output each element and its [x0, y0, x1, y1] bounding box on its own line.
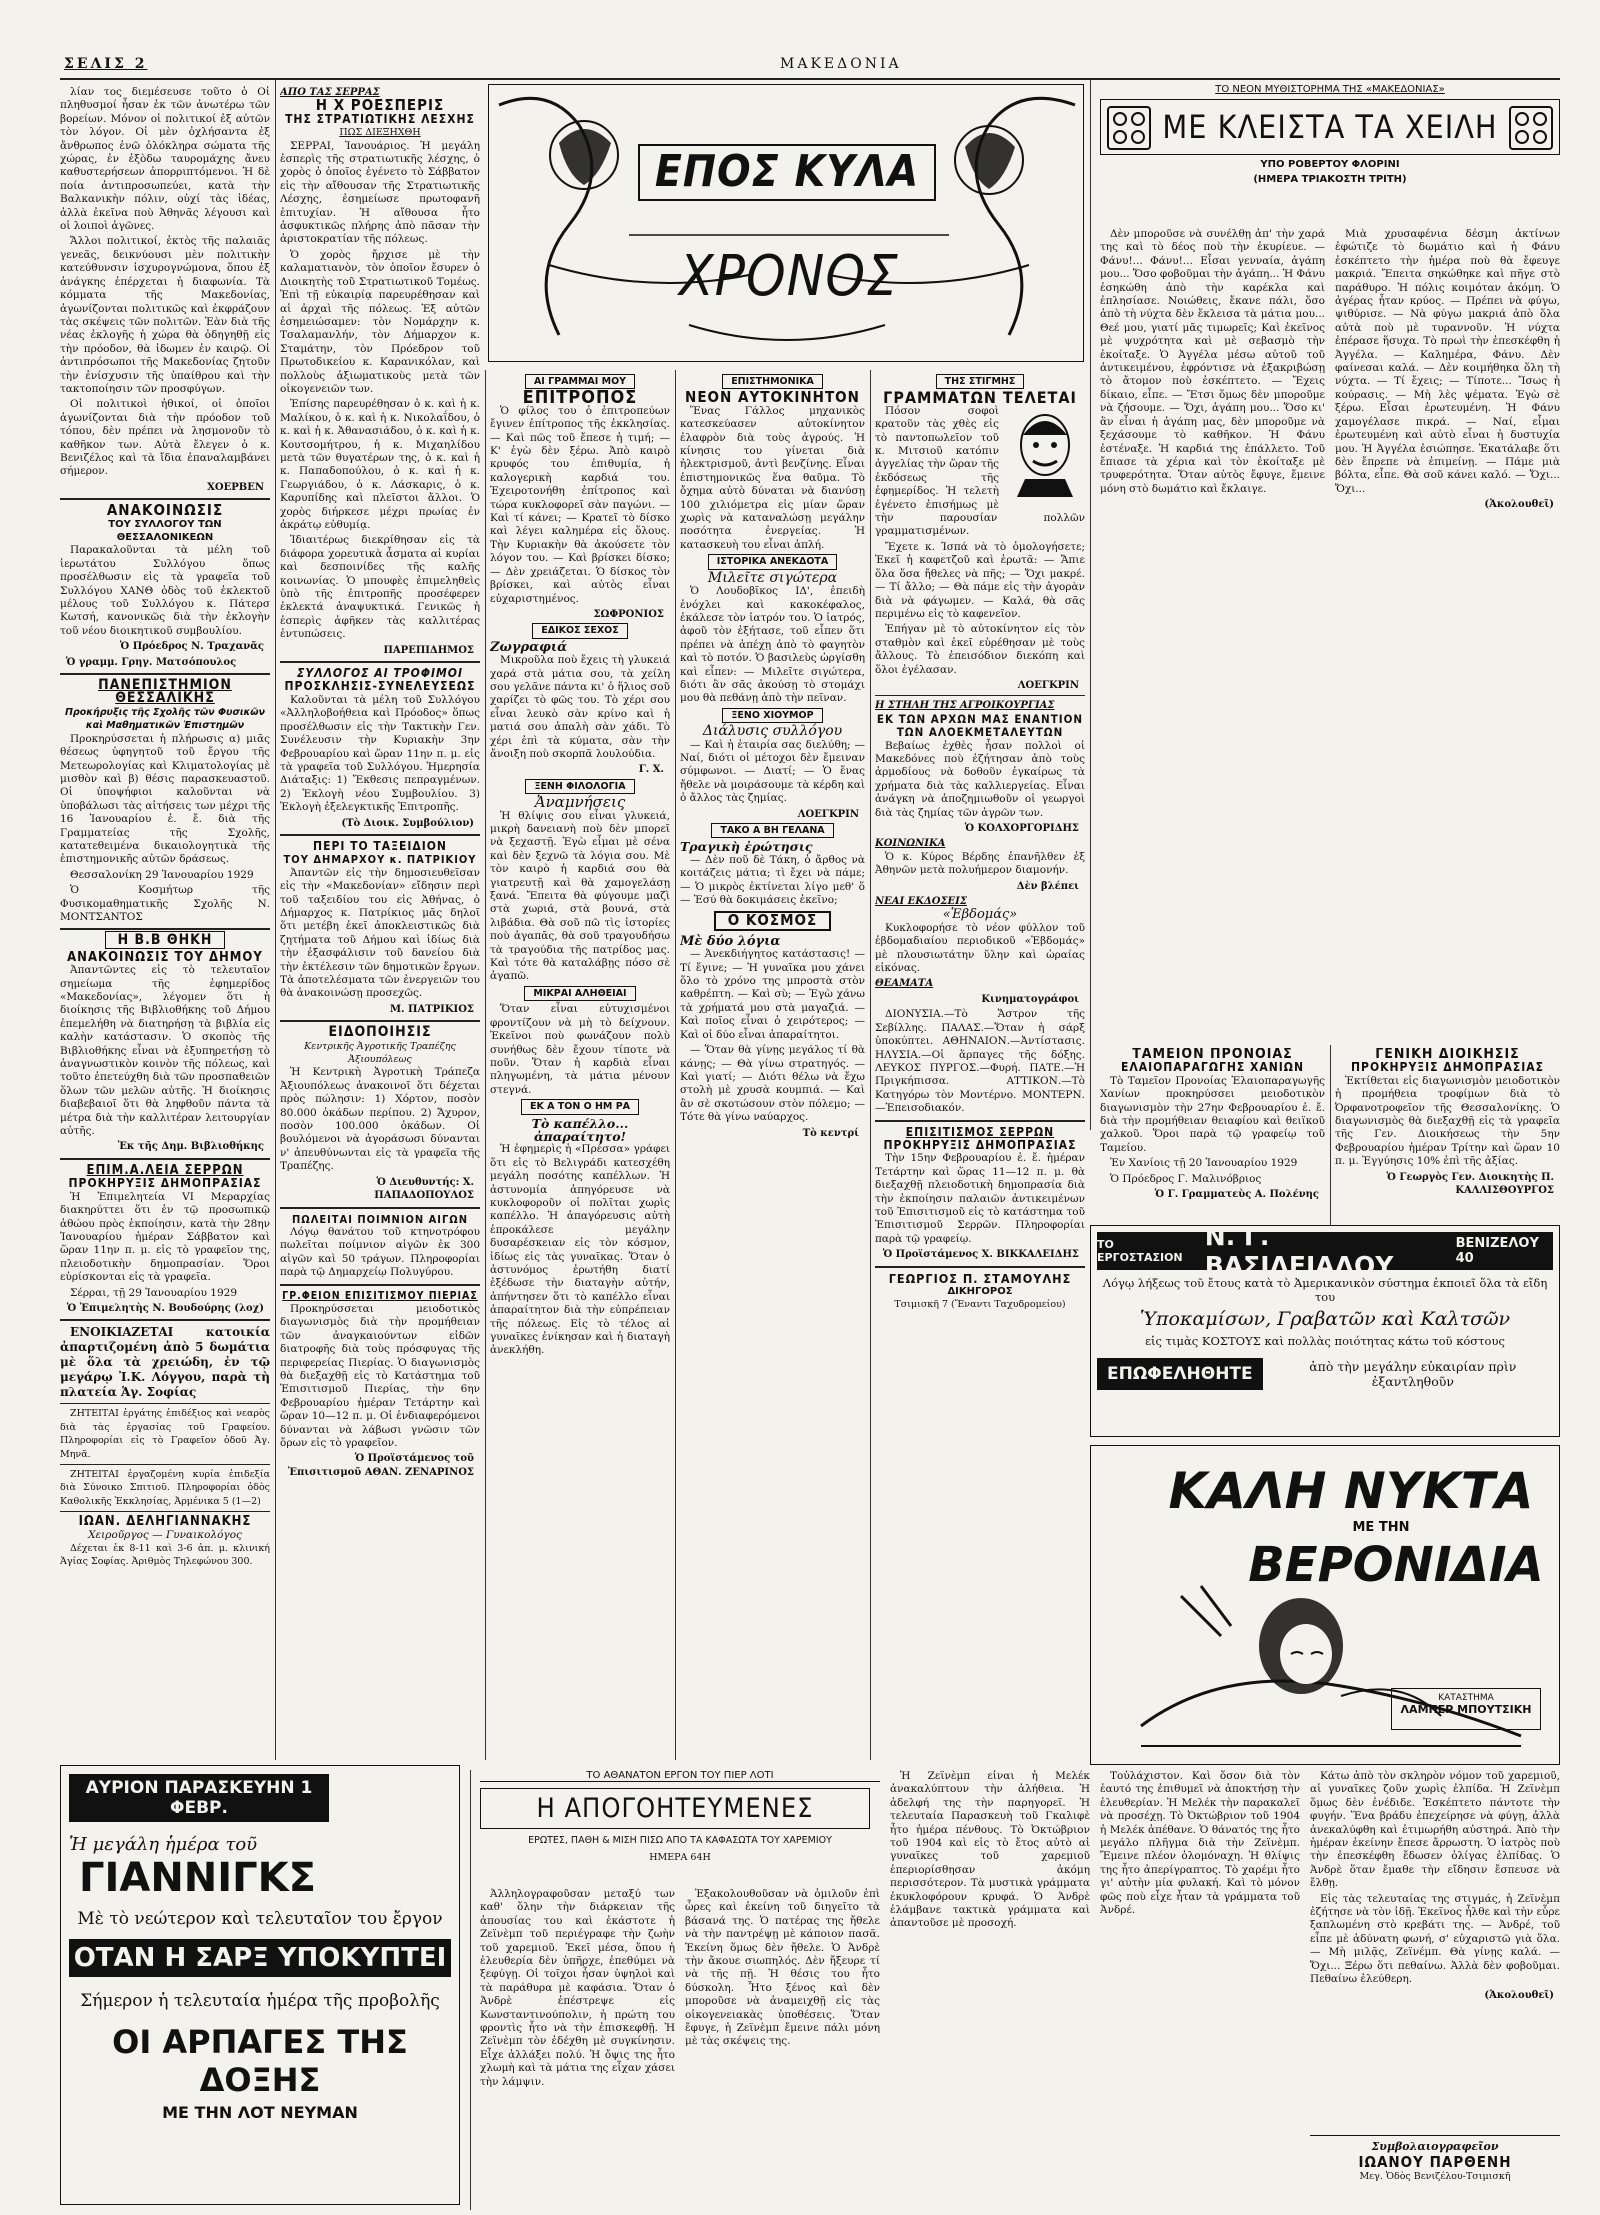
- subheadline: ΠΡΟΚΗΡΥΞΙΣ ΔΗΜΟΠΡΑΣΙΑΣ: [68, 1176, 262, 1191]
- serial-column: [1310, 1770, 1560, 2125]
- serial-day: ΗΜΕΡΑ 64Η: [649, 1852, 711, 1863]
- headline: ΝΕΟΝ ΑΥΤΟΚΙΝΗΤΟΝ: [685, 388, 860, 407]
- subheadline: Κινηματογράφοι: [981, 993, 1079, 1005]
- headline: Η Χ ΡΟΕΣΠΕΡΙΣ: [315, 96, 445, 115]
- article-text: Εἰς τὰς τελευταίας της στιγμάς, ἡ Ζεϊνὲμπ ἐζήτησε νὰ τὸν ἰδῇ. Ἐκεῖνος ἦλθε καὶ τὴν εὗρε ξαπλωμένη στὸ κρεβάτι της. — Ἀνδρέ, τοῦ εἶπε μὲ ἀδύνατη φωνή, σ' εὐχαριστῶ γιὰ ὅλα. — Μὴ μιλᾷς, Ζεϊνέμπ. Θὰ γίνῃς καλά. — Ὄχι... Ξέρω ὅτι πεθαίνω. Ἀλλὰ δὲν φοβοῦμαι. Πεθαίνω ἐλεύθερη.: [1310, 1892, 1560, 1986]
- ad-line: [69, 1834, 451, 1901]
- article-text: Ἡ Ζεϊνὲμπ εἶναι ἡ Μελέκ ἀνακαλύπτουν τὴν ἀλήθεια. Ἡ ἀδελφή της τὴν παρηγορεῖ. Ἡ τελευταία Παρασκευὴ τοῦ Γκαλιφὲ ἦτο ἡμέρα πένθους. Τὸ Ὀκτώβριον τοῦ 1904 καὶ εἰς τὸ ἔτος αὐτὸ αἱ γυναῖκες τοῦ χαρεμιοῦ ἐπεριορίσθησαν ἀκόμη περισσότερον. Τὰ μυστικὰ γράμματα ἐκυκλοφόρουν κρυφά. Ὁ Ἀνδρὲ ἐλάμβανε τακτικὰ γράμματα καὶ ἀπαντοῦσε μὲ προσοχή.: [890, 1770, 1090, 1930]
- signature: Ὁ γραμμ. Γρηγ. Ματσόπουλος: [66, 656, 237, 668]
- classified-ad: ΕΝΟΙΚΙΑΖΕΤΑΙ κατοικία ἀπαρτιζομένη ἀπὸ 5 δωμάτια μὲ ὅλα τὰ χρειώδη, ἐν τῷ μεγάρῳ Ἰ.Κ. Λόγγου, παρὰ τὴ πλατεία Ἁγ. Σοφίας: [60, 1325, 270, 1400]
- article-text: Καλοῦνται τὰ μέλη τοῦ Συλλόγου «Ἀλληλοβοήθεια καὶ Πρόοδος» ὅπως προσέλθωσιν εἰς τὴν Τακτικὴν Γεν. Συνέλευσιν τὴν Κυριακὴν 3ην Φεβρουαρίου καὶ ὥραν 11ην π. μ. εἰς τὰ γραφεῖα τοῦ Συλλόγου. Ἡμερησία Διάταξις: 1) Ἔκθεσις πεπραγμένων. 2) Ἐκλογὴ νέου Συμβουλίου. 3) Ἐκλογὴ ἐξελεγκτικῆς Ἐπιτροπῆς.: [280, 693, 480, 814]
- signature: Τὸ κεντρί: [802, 1127, 859, 1139]
- serial-kicker: ΤΟ ΝΕΟΝ ΜΥΘΙΣΤΟΡΗΜΑ ΤΗΣ «ΜΑΚΕΔΟΝΙΑΣ»: [1215, 84, 1445, 95]
- signature: ΠΑΡΕΠΙΔΗΜΟΣ: [383, 644, 474, 656]
- ad-product-name: ΒΕΡΟΝΙΔΙΑ: [1248, 1537, 1544, 1593]
- ad-text: εἰς τιμὰς ΚΟΣΤΟΥΣ καὶ πολλὰς ποιότητας κάτω τοῦ κόστους: [1145, 1334, 1505, 1348]
- article-text: Λόγῳ θανάτου τοῦ κτηνοτρόφου πωλεῖται ποίμνιον αἰγῶν ἐκ 300 αἰγῶν καὶ 50 τράγων. Πληροφορίαι παρὰ τῷ Δημαρχείῳ Πολυγύρου.: [280, 1225, 480, 1279]
- page-number: ΣΕΛΙΣ 2: [64, 56, 148, 72]
- divider: [60, 1158, 270, 1160]
- dateline: Θεσσαλονίκη 29 Ἰανουαρίου 1929: [70, 868, 254, 881]
- article-text: Ὅταν εἶναι εὐτυχισμένοι φροντίζουν νὰ μὴ τὸ δείχνουν. Ἐκεῖνοι ποὺ φωνάζουν πολὺ συνήθως δὲν ἔχουν τίποτε νὰ ποῦν. Ὅταν ἡ καρδιὰ εἶναι πληγωμένη, τὰ μάτια μένουν στεγνά.: [490, 1003, 670, 1096]
- ad-film-title: ΟΙ ΑΡΠΑΓΕΣ ΤΗΣ ΔΟΞΗΣ: [112, 2023, 408, 2099]
- article-text: ΣΕΡΡΑΙ, Ἰανουάριος. Ἡ μεγάλη ἐσπερὶς τῆς στρατιωτικῆς λέσχης, ὁ χορὸς ὁ ὁποῖος ἐγένετο τὸ Σάββατον εἰς τὴν αἴθουσαν τῆς Στρατιωτικῆς Λέσχης, ἐσημείωσε πρωτοφανῆ ἐπιτυχίαν. Ἡ αἴθουσα ἦτο ἀσφυκτικῶς πλήρης ἀπὸ πᾶσαν τὴν ἀριστοκρατίαν τῆς πόλεως.: [280, 139, 480, 246]
- headline: Τὸ καπέλλο... ἀπαραίτητο!: [531, 1115, 629, 1144]
- headline: Μὲ δύο λόγια: [680, 933, 781, 949]
- headline: ΤΑΜΕΙΟΝ ΠΡΟΝΟΙΑΣ: [1132, 1048, 1293, 1062]
- section-label: ΤΗΣ ΣΤΙΓΜΗΣ: [936, 374, 1025, 389]
- section-label: Ο ΚΟΣΜΟΣ: [714, 911, 831, 930]
- divider: [280, 661, 480, 663]
- section-heading: ΚΟΙΝΩΝΙΚΑ: [875, 838, 946, 850]
- article-text: Ἡ θλίψις σου εἶναι γλυκειά, μικρὴ δανειανὴ ποὺ δὲν μπορεῖ νὰ ξεχαστῇ. Ἐγὼ εἶμαι μὲ σένα καὶ δὲν ξεχνῶ τὰ λόγια σου. Μὲ τὸν καιρὸ ἡ καρδιά σου θὰ γιατρευτῇ καὶ θὰ χαμογελάσῃ ξανά. Ἔπειτα θὰ φύγουμε μαζὶ στὰ χωριά, στὰ βουνά, στὰ λιβάδια. Θὰ σοῦ πῶ τὶς ἱστορίες ποὺ ἀγαπᾶς, θὰ σοῦ τραγουδήσω τὰ τραγούδια τῆς πατρίδος μας. Καὶ τότε θὰ καταλάβῃς πόσο σὲ ἀγαπῶ.: [490, 809, 670, 983]
- article-text: Παρακαλοῦνται τὰ μέλη τοῦ ἱερωτάτου Συλλόγου ὅπως προσέλθωσιν εἰς τὰ γραφεῖα τοῦ Συλλόγου ΧΑΝΘ ὁδὸς τοῦ ἐκλεκτοῦ μέλους τοῦ Συλλόγου κ. Πάτερσ Κωτσή, κανονικῶς διὰ τὴν ἐκλογὴν τοῦ νέου διοικητικοῦ συμβουλίου.: [60, 544, 270, 637]
- section-label: ΑΙ ΓΡΑΜΜΑΙ ΜΟΥ: [525, 374, 635, 389]
- notary-name: ΙΩΑΝΟΥ ΠΑΡΘΕΝΗ: [1358, 2153, 1512, 2171]
- subheadline: Κεντρικῆς Ἀγροτικῆς Τραπέζης Ἀξιουπόλεως: [304, 1040, 456, 1066]
- divider: [60, 928, 270, 930]
- ad-text: ΜΕ ΤΗΝ: [1352, 1520, 1410, 1535]
- divider: [280, 834, 480, 836]
- headline: ΤΗΣ ΣΤΡΑΤΙΩΤΙΚΗΣ ΛΕΣΧΗΣ: [285, 111, 475, 126]
- signature: Μ. ΠΑΤΡΙΚΙΟΣ: [389, 1003, 474, 1015]
- subheadline: ΠΡΟΣΚΛΗΣΙΣ-ΣΥΝΕΛΕΥΣΕΩΣ: [284, 679, 476, 694]
- article-text: Τὴν 15ην Φεβρουαρίου ἐ. ἔ. ἡμέραν Τετάρτην καὶ ὥρας 11—12 π. μ. θὰ διεξαχθῇ πλειοδοτικὴ δημοπρασία διὰ τὴν ἐκποίησιν παλαιῶν ἀντικειμένων τοῦ Ἐπισιτισμοῦ εἰς τὸ κατάστημα τοῦ Ἐπισιτισμοῦ Σερρῶν. Πληροφορίαι παρὰ τῷ γραφείῳ.: [875, 1152, 1085, 1245]
- masthead-name: ΜΑΚΕΔΟΝΙΑ: [780, 56, 902, 72]
- maker-label: ΚΑΤΑΣΤΗΜΑ: [1438, 1693, 1494, 1703]
- article-text: Προκηρύσσεται ἡ πλήρωσις α) μιᾶς θέσεως ὑφηγητοῦ τοῦ ἔργου τῆς Μετεωρολογίας καὶ Κλιματολογίας μὲ μισθὸν καὶ β) θέσις παρασκευαστοῦ. Οἱ ὑποψήφιοι καλοῦνται νὰ ὑποβάλωσι τὰς αἰτήσεις των μέχρι τῆς 16 Ἰανουαρίου ἐ. ἔ. διὰ τῆς Γραμματείας τῆς Σχολῆς, κατατεθειμένα δικαιολογητικὰ τῆς ἐπιστημονικῆς αὐτῶν δράσεως.: [60, 732, 270, 866]
- signature: Ὁ Διευθυντής: Χ. ΠΑΠΑΔΟΠΟΥΛΟΣ: [374, 1176, 474, 1202]
- continued-note: (Ἀκολουθεῖ): [1484, 1989, 1554, 2001]
- article-text: Βεβαίως ἐχθὲς ἦσαν πολλοὶ οἱ Μακεδόνες ποὺ ἐζήτησαν ἀπὸ τοὺς ἀρμοδίους νὰ δοθοῦν ἐγκαίρως τὰ χρήματα διὰ τὰς καλλιεργείας. Εἶναι ἀνάγκη νὰ ἀποζημιωθοῦν οἱ γεωργοὶ διὰ τὰς ζημίας τῶν ἀγρῶν των.: [875, 739, 1085, 819]
- ad-text: Ἡ μεγάλη ἡμέρα τοῦ: [69, 1834, 258, 1855]
- classified-ad: ΖΗΤΕΙΤΑΙ ἐργαζομένη κυρία ἐπιδεξία διὰ Σύνοικο Σπιτιοῦ. Πληροφορίαι ὁδὸς Καθολικῆς Ἐκκλησίας, Ἀρμένικα 5 (1—2): [60, 1468, 270, 1507]
- byline: ΠΩΣ ΔΙΕΞΗΧΘΗ: [339, 127, 421, 139]
- ad-headline: ΚΑΛΗ ΝΥΚΤΑ: [1168, 1462, 1534, 1520]
- column-5: [875, 372, 1085, 1757]
- serial-column: [685, 1888, 880, 2208]
- continued-note: (Ἀκολουθεῖ): [1484, 499, 1554, 511]
- ad-brand-name: Ν. Γ. ΒΑΣΙΛΕΙΑΔΟΥ: [1204, 1222, 1394, 1280]
- ad-goods: Ὑποκαμίσων, Γραβατῶν καὶ Καλτσῶν: [1139, 1308, 1511, 1330]
- notary-address: Μεγ. Ὁδὸς Βενιζέλου-Τσιμισκῆ: [1359, 2171, 1511, 2182]
- article-text: Κάτω ἀπὸ τὸν σκληρὸν νόμον τοῦ χαρεμιοῦ, αἱ γυναῖκες ζοῦν χωρὶς ἐλπίδα. Ἡ Ζεϊνὲμπ ὅμως δὲν ἐνέδιδε. Ἐσκέπτετο πάντοτε τὴν φυγήν. Ἕνα βράδυ ἐπεχείρησε νὰ φύγῃ, ἀλλὰ ἀνεκαλύφθη καὶ ἐτιμωρήθη αὐστηρά. Ἀπὸ τὴν ἡμέραν ἐκείνην ἔπεσε ἄρρωστη. Ὁ ἰατρὸς ποὺ τὴν ἐπεσκέφθη ἔδωσεν ὀλίγας ἐλπίδας. Ὁ Ἀνδρὲ ὅταν ἔμαθε τὴν εἴδησιν ἔσπευσε νὰ ἔλθῃ.: [1310, 1770, 1560, 1890]
- article-text: Ἄλλοι πολιτικοί, ἐκτὸς τῆς παλαιᾶς γενεᾶς, δεικνύουσι μὲν πολιτικὴν κατεύθυνσιν ἰσχυρογνώμονα, ὅπου ἐξ ἀνάγκης ἐπέρχεται ἡ διαφωνία. Τὰ κόμματα τῆς Μακεδονίας, ἀγωνίζονται πολιτικῶς καὶ ἐκφράζουν τὰς σκέψεις τῶν πολιτῶν. Ἐὰν διὰ τῆς νέας ἐκλογῆς ἡ χώρα θὰ ὁδηγηθῇ εἰς τὴν πρόοδον, θὰ ἰδωμεν ἐν καιρῷ. Οἱ ἀντιπρόσωποι τῆς Μακεδονίας ζητοῦν τὴν ἐνίσχυσιν τῆς ὑπαίθρου καὶ τὴν τακτοποίησιν τῶν προσφύγων.: [60, 235, 270, 395]
- divider: [280, 1207, 480, 1209]
- serial-column-b: [1335, 228, 1560, 1040]
- ad-date-banner: ΑΥΡΙΟΝ ΠΑΡΑΣΚΕΥΗΝ 1 ΦΕΒΡ.: [69, 1774, 329, 1822]
- column-rule: [870, 370, 871, 1760]
- divider: [60, 1319, 270, 1321]
- subheadline: ΑΝΑΚΟΙΝΩΣΙΣ ΤΟΥ ΔΗΜΟΥ: [67, 949, 263, 965]
- headline: Τραγικὴ ἐρώτησις: [680, 839, 813, 855]
- signature: Ὁ Ἐπιμελητὴς Ν. Βουδούρης (λοχ): [66, 1302, 264, 1314]
- headline: ΓΕΝΙΚΗ ΔΙΟΙΚΗΣΙΣ: [1375, 1048, 1520, 1062]
- column-1: [60, 86, 270, 1746]
- headline: ΕΙΔΟΠΟΙΗΣΙΣ: [328, 1024, 432, 1041]
- serial-kicker: ΤΟ ΑΘΑΝΑΤΟΝ ΕΡΓΟΝ ΤΟΥ ΠΙΕΡ ΛΟΤΙ: [480, 1770, 880, 1782]
- article-text: Προκηρύσσεται μειοδοτικὸς διαγωνισμὸς διὰ τὴν προμήθειαν τῶν ἀναγκαιούντων εἰδῶν διατροφῆς διὰ τοὺς πρόσφυγας τῆς περιφερείας Πιερίας. Ὁ διαγωνισμὸς θὰ διεξαχθῇ εἰς τὸ Κατάστημα τοῦ Ἐπισιτισμοῦ Πιερίας, τὴν 6ην Φεβρουαρίου ἡμέραν Τετάρτην καὶ ὥραν 10—12 π. μ. Οἱ ἐνδιαφερόμενοι δύνανται νὰ λάβωσι γνῶσιν τῶν ὅρων εἰς τὸ γραφεῖον.: [280, 1302, 480, 1449]
- serial-column: [890, 1770, 1090, 2208]
- subheadline: ΤΟΥ ΣΥΛΛΟΓΟΥ ΤΩΝ ΘΕΣΣΑΛΟΝΙΚΕΩΝ: [108, 518, 222, 543]
- headline: ΑΝΑΚΟΙΝΩΣΙΣ: [106, 501, 224, 520]
- article-text: Πόσον σοφοὶ κρατοῦν τὰς χθὲς εἰς τὸ παντοπωλεῖον τοῦ κ. Μιτσιοῦ κατόπιν ἀγγελίας τὴν ὥραν τῆς ἐκδόσεως τῆς ἐφημερίδος. Ἡ τελετὴ ἐγένετο ἐπισήμως μὲ τὴν παρουσίαν πολλῶν γραμματισμένων.: [875, 404, 1085, 538]
- article-text: ΔΙΟΝΥΣΙΑ.—Τὸ Ἄστρον τῆς Σεβίλλης. ΠΑΛΑΣ.—Ὅταν ἡ σάρξ ὑποκύπτει. ΑΘΗΝΑΙΟΝ.—Ἀντίστασις. ΗΛΥΣΙΑ.—Οἱ ἅρπαγες τῆς δόξης. ΛΕΥΚΟΣ ΠΥΡΓΟΣ.—Φυρή. ΠΑΤΕ.—Ἡ Πριγκήπισσα. ΑΤΤΙΚΟΝ.—Τὸ Κατηγόρω τὸν Μοντέρνο. ΜΟΝΤΕΡΝ.—Ἐπεισοδιακόν.: [875, 1008, 1085, 1115]
- signature: Γ. Χ.: [638, 764, 664, 776]
- divider: [60, 1403, 270, 1404]
- article-text: Ἀπαντῶν εἰς τὴν δημοσιευθεῖσαν εἰς τὴν «Μακεδονίαν» εἴδησιν περὶ τοῦ ταξειδίου του εἰς Ἀθήνας, ὁ Δήμαρχος κ. Πατρίκιος μᾶς δηλοῖ ὅτι μετέβη ἐκεῖ ἀποκλειστικῶς διὰ ζητήματα τοῦ Δήμου καὶ ἰδίως διὰ τὴν ἐξασφάλισιν τοῦ δανείου διὰ τὴν ἐκτέλεσιν τῶν δημοτικῶν ἔργων. Τὰ ἀποτελέσματα τῶν ἐνεργειῶν του θὰ ἀνακοινώσῃ προσεχῶς.: [280, 866, 480, 1000]
- serial-column: [1100, 1770, 1300, 2208]
- ornament-icon: [1107, 106, 1151, 150]
- page-header: [60, 56, 1560, 80]
- article-text: Ἐξακολουθοῦσαν νὰ ὁμιλοῦν ἐπὶ ὧρες καὶ ἐκείνη τοῦ διηγεῖτο τὰ βάσανά της. Ὁ πατέρας της ἤθελε νὰ τὴν παντρέψῃ μὲ κάποιον πασᾶ. Ἐκείνη ὅμως δὲν ἤθελε. Ὁ Ἀνδρὲ τὴν ἄκουε σιωπηλός. Δὲν ἤξευρε τί νὰ τῆς πῇ. Ἡ θέσις του ἦτο δύσκολη. Ἦτο ξένος καὶ δὲν μποροῦσε νὰ ἀναμειχθῇ εἰς τὰς οἰκογενειακὰς ὑποθέσεις. Ὅταν ἔφυγε, ἡ Ζεϊνὲμπ ἔμεινε πάλι μόνη μὲ τὰς σκέψεις της.: [685, 1888, 880, 2048]
- headline: Ζωγραφιά: [490, 639, 568, 655]
- headline: ΕΠΙΣΙΤΙΣΜΟΣ ΣΕΡΡΩΝ: [905, 1124, 1055, 1139]
- headline: Η Β.Β ΘΗΚΗ: [105, 931, 226, 949]
- headline: Μιλεῖτε σιγώτερα: [707, 569, 838, 586]
- headline: ΣΥΛΛΟΓΟΣ ΑΙ ΤΡΟΦΙΜΟΙ: [297, 666, 463, 681]
- column-rule: [675, 370, 676, 1760]
- serial-column: [480, 1888, 675, 2208]
- signature: Ὁ ΚΟΛΧΟΡΓΟΡΙΔΗΣ: [964, 823, 1079, 834]
- cinema-advertisement: [60, 1765, 460, 2205]
- column-3: [490, 372, 670, 1757]
- divider: [60, 1511, 270, 1512]
- article-text: — Ἀνεκδιήγητος κατάστασις! — Τί ἔγινε; — Ἡ γυναῖκα μου χάνει ὅλο τὸ χρόνο της μπροστὰ στὸν καθρέπτη. — Καὶ σὺ; — Ἐγὼ χάνω τὰ χρήματά μου στὰ μαγαζιά. — Καὶ ποῖος εἶναι ὁ χειρότερος; — Καὶ οἱ δύο εἶναι ἀπαραίτητοι.: [680, 948, 865, 1041]
- ornament-icon: [1509, 106, 1553, 150]
- ad-address: ΒΕΝΙΖΕΛΟΥ 40: [1455, 1236, 1539, 1266]
- signature: Ὁ Προϊστάμενος Χ. ΒΙΚΚΑΛΕΙΔΗΣ: [882, 1249, 1079, 1261]
- article-text: Ἕνας Γάλλος μηχανικὸς κατεσκεύασεν αὐτοκίνητον ἐλαφρὸν διὰ τοὺς ἀγρούς. Ἡ κίνησις του γίνεται διὰ ἠλεκτρισμοῦ, ἀντὶ βενζίνης. Εἶναι ἐπιστημονικῶς ἕνα θαῦμα. Τὸ ὄχημα αὐτὸ δύναται νὰ διανύσῃ 100 χιλιόμετρα εἰς μίαν ὥραν χωρὶς νὰ καταναλώσῃ μεγάλην ποσότητα ἐνεργείας. Ἡ κατασκευὴ του εἶναι ἁπλή.: [680, 404, 865, 551]
- article-text: Μικροῦλα ποὺ ἔχεις τὴ γλυκειά χαρά στὰ μάτια σου, τὰ χείλη σου γελᾶνε πάντα κι' ὁ ἥλιος σοῦ χαρίζει τὸ φῶς του. Τὸ χέρι σου εἶναι λευκὸ σὰν κρίνο καὶ ἡ ματιά σου ἁπαλὴ σὰν χάδι. Τὸ χέρι ἐπὶ τὰ κύματα, σὰν τὴν ἄνοιξη ποὺ σκορπᾶ λουλούδια.: [490, 654, 670, 760]
- signature: ΛΟΕΓΚΡΙΝ: [1017, 679, 1079, 691]
- column-rule: [470, 1770, 471, 2210]
- column-4: [680, 372, 865, 1757]
- serial-title-box: [480, 1788, 870, 1829]
- notary-card: [1310, 2135, 1560, 2182]
- headline: ΕΚ ΤΩΝ ΑΡΧΩΝ ΜΑΣ ΕΝΑΝΤΙΟΝ ΤΩΝ ΑΛΟΕΚΜΕΤΑΛΕΥΤΩΝ: [876, 711, 1084, 740]
- signature: Δὲν βλέπει: [1016, 880, 1079, 892]
- article-text: Ἐκτίθεται εἰς διαγωνισμὸν μειοδοτικὸν ἡ προμήθεια τροφίμων διὰ τὸ Ὀρφανοτροφεῖον τῆς Θεσσαλονίκης. Ὁ διαγωνισμὸς θὰ διεξαχθῇ εἰς τὰ γραφεῖα τῆς Γεν. Διοικήσεως τὴν 5ην Φεβρουαρίου ἡμέραν Τρίτην καὶ ὥραν 10 π. μ. Ἐγγύησις 10% ἐπὶ τῆς ἀξίας.: [1335, 1074, 1560, 1168]
- headline: ΠΕΡΙ ΤΟ ΤΑΞΕΙΔΙΟΝ: [313, 838, 447, 853]
- divider: [60, 498, 270, 500]
- kicker: Η ΣΤΗΛΗ ΤΗΣ ΑΓΡΟΙΚΟΥΡΓΙΑΣ: [875, 700, 1055, 712]
- doctor-role: Χειροῦργος — Γυναικολόγος: [88, 1528, 242, 1541]
- article-text: Δὲν μποροῦσε νὰ συνέλθῃ ἀπ' τὴν χαρά της καὶ τὸ δέος ποὺ τὴν ἐκυρίευε. — Φάνυ!... Φάνυ!... Εἶσαι γενναία, ἀγάπη μου... Ὅσο φοβοῦμαι τὴν ἀγάπη... Ἡ Φάνυ ἐσηκώθη ἀπὸ τὴν καρέκλα καὶ ἐπλησίασε. Νοιώθεις, ἔκανε πάλι, ὅσο ἀπὸ τὴ νύχτα δὲν ἔκλεισα τὰ μάτια μου... Θεέ μου, γιατί μᾶς τιμωρεῖς; Καὶ ἐκεῖνος μὲ ψυχρότητα καὶ μὲ σεβασμὸ τὴν ἐκοίταξε. Ὁ Ἀγγέλα μέσω αὐτοῦ τοῦ ἀντικειμένου, ἐφρόντισε νὰ ἐξακριβώσῃ τὸ ἄτομον ποὺ ἐσκέπτετο. — Ἔχεις δίκαιο, εἶπε. — Ἔτσι ὅμως δὲν μποροῦμε νὰ ζήσουμε. — Ὄχι, ἀγάπη μου... Ὅσο κι' ἂν εἶναι ἡ ἀγάπη μας, δὲν μποροῦμε νὰ ξεχάσουμε τὸ καθῆκον. Ἡ Φάνυ ἐστέναξε. Ἡ καρδιά της ἐπάλλετο. Τοῦ ἔπιασε τὰ χέρια καὶ τὸν ἐκοίταξε μὲ τρυφερότητα. Ὅταν αὐτὸς ἔφυγε, ἔμεινε μόνη στὸ δωμάτιο καὶ ἔκλαιγε.: [1100, 228, 1325, 495]
- divider: [60, 673, 270, 675]
- ad-title-bar: [1097, 1222, 1553, 1280]
- divider: [875, 1120, 1085, 1122]
- article-text: Ὁ χορὸς ἤρχισε μὲ τὴν καλαματιανὸν, τὸν ὁποῖον ἔσυρεν ὁ Διοικητὴς τοῦ Στρατιωτικοῦ Τομέως. Ἐπὶ τῇ εὐκαιρίᾳ παρευρέθησαν καὶ αἱ ἀρχαὶ τῆς πόλεως. Ἐξ αὐτῶν ἐσημειώσαμεν: τὸν Νομάρχην κ. Τσαλαμανλήν, τὸν Δήμαρχον κ. Σταμάτην, τὸν Πρόεδρον τοῦ Πρωτοδικείου κ. Καρανικόλαν, καὶ πολλοὺς ἀξιωματικοὺς μετὰ τῶν οἰκογενειῶν των.: [280, 248, 480, 395]
- ad-text: Μὲ τὸ νεώτερον καὶ τελευταῖον του ἔργον: [77, 1909, 443, 1929]
- serial-title-box: [1100, 99, 1560, 155]
- serial-day: (ΗΜΕΡΑ ΤΡΙΑΚΟΣΤΗ ΤΡΙΤΗ): [1253, 174, 1407, 185]
- signature: Ὁ Γεωργὸς Γεν. Διοικητὴς Π. ΚΑΛΛΙΣΘΟΥΡΓΟΣ: [1386, 1171, 1554, 1197]
- headline: ΓΡ.ΦΕΙΟΝ ΕΠΙΣΙΤΙΣΜΟΥ ΠΙΕΡΙΑΣ: [282, 1289, 478, 1302]
- signature: Ἐκ τῆς Δημ. Βιβλιοθήκης: [117, 1141, 264, 1153]
- subheadline: ΕΛΑΙΟΠΑΡΑΓΩΓΗΣ ΧΑΝΙΩΝ: [1121, 1060, 1304, 1075]
- headline: Διάλυσις συλλόγου: [702, 723, 843, 740]
- section-label: ΞΕΝΗ ΦΙΛΟΛΟΓΙΑ: [525, 779, 634, 794]
- article-text: Ὁ Λουδοβῖκος ΙΔ', ἐπειδὴ ἐνόχλει καὶ κακοκέφαλος, ἐκάλεσε τὸν ἰατρόν του. Ὁ ἰατρός, ἀφοῦ τὸν ἐξήτασε, τοῦ εἶπεν ὅτι πρέπει νὰ ἀπέχῃ ἀπὸ τὸ φαγητὸν καὶ τὸ ποτόν. Ὁ βασιλεὺς ὠργίσθη καὶ εἶπεν: — Μιλεῖτε σιγώτερα, διότι ἂν σᾶς ἀκούσῃ τὸ στομάχι μου θὰ πεθάνῃ ἀπὸ τὴν πεῖναν.: [680, 585, 865, 705]
- divider: [280, 1284, 480, 1286]
- column-rule: [275, 80, 276, 1760]
- divider: [875, 1266, 1085, 1268]
- serial-author: ΥΠΟ ΡΟΒΕΡΤΟΥ ΦΛΟΡΙΝΙ: [1260, 159, 1400, 170]
- ad-text: Λόγῳ λήξεως τοῦ ἔτους κατὰ τὸ Ἀμερικανικὸν σύστημα ἐκποιεῖ ὅλα τὰ εἴδη του: [1102, 1276, 1548, 1304]
- ad-text: ΤΟ ΕΡΓΟΣΤΑΣΙΟΝ: [1097, 1238, 1183, 1264]
- lawyer-name: ΓΕΩΡΓΙΟΣ Π. ΣΤΑΜΟΥΛΗΣ: [888, 1270, 1072, 1286]
- dateline: Σέρραι, τῇ 29 Ἰανουαρίου 1929: [70, 1286, 238, 1299]
- article-text: Ἀπαντῶντες εἰς τὸ τελευταῖον σημείωμα τῆς ἐφημερίδος «Μακεδονίας», λέγομεν ὅτι ἡ διοίκησις τῆς Βιβλιοθήκης τοῦ Δήμου ἐπεμελήθη νὰ διατηρήσῃ τὰ βιβλία εἰς καλὴν κατάστασιν. Ὁ σκοπὸς τῆς Βιβλιοθήκης εἶναι νὰ ἐξυπηρετήσῃ τὸ ἀναγνωστικὸν κοινὸν τῆς πόλεως, καὶ τοῦτο ἐπετεύχθη διὰ τῶν προσπαθειῶν ὅλων τῶν μελῶν αὐτῆς. Ἡ διοίκησις διαβεβαιοῖ ὅτι θὰ ληφθοῦν πάντα τὰ μέτρα διὰ τὴν καλλιτέραν λειτουργίαν αὐτῆς.: [60, 964, 270, 1138]
- signature: Ὁ Πρόεδρος Γ. Μαλινόβριος: [1110, 1172, 1262, 1185]
- loti-serial: [480, 1770, 1560, 2210]
- ad-text: ἀπὸ τὴν μεγάλην εὐκαιρίαν πρὶν ἐξαντληθοῦν: [1309, 1359, 1517, 1389]
- headline: ΠΩΛΕΙΤΑΙ ΠΟΙΜΝΙΟΝ ΑΙΓΩΝ: [292, 1212, 468, 1226]
- serial-subtitle: ΕΡΩΤΕΣ, ΠΑΘΗ & ΜΙΣΗ ΠΙΣΩ ΑΠΟ ΤΑ ΚΑΦΑΣΩΤΑ ΤΟΥ ΧΑΡΕΜΙΟΥ: [528, 1835, 832, 1846]
- column-rule: [1090, 80, 1091, 1130]
- serial-title: ΜΕ ΚΛΕΙΣΤΑ ΤΑ ΧΕΙΛΗ: [1162, 108, 1498, 146]
- subheadline: Προκήρυξις τῆς Σχολῆς τῶν Φυσικῶν καὶ Μαθηματικῶν Ἐπιστημῶν: [64, 706, 266, 732]
- signature: Ὁ Γ. Γραμματεὺς Α. Πολένης: [1154, 1189, 1319, 1201]
- article-text: Ἐπίσης παρευρέθησαν ὁ κ. καὶ ἡ κ. Μαλίκου, ὁ κ. καὶ ἡ κ. Νικολαΐδου, ὁ κ. καὶ ἡ κ. Ἀθανασιάδου, ὁ κ. καὶ ἡ κ. Κουτσομήτρου, ἡ κ. Μιχαηλίδου μετὰ τῶν θυγατέρων της, ὁ κ. καὶ ἡ κ. Παπαδοπούλου, ὁ κ. καὶ ἡ κ. Γεωργιάδου, ὁ κ. Λάσκαρις, ὁ κ. Καρυπίδης καὶ πλεῖστοι ἄλλοι. Ὁ χορὸς διήρκεσε μέχρι πρωίας ἐν ἀκράτῳ εὐθυμίᾳ.: [280, 398, 480, 531]
- maker-stamp: [1391, 1688, 1541, 1730]
- divider: [60, 1464, 270, 1465]
- ad-star-name: ΓΙΑΝΝΙΓΚΣ: [79, 1855, 316, 1901]
- banner-title: ΕΠΟΣ ΚΥΛΑ: [654, 146, 920, 197]
- article-text: Κυκλοφορήσε τὸ νέον φύλλον τοῦ ἐβδομαδιαίου περιοδικοῦ «Ἑβδομάς» μὲ πλουσιωτάτην ὕλην καὶ ὡραίας εἰκόνας.: [875, 921, 1085, 975]
- divider: [875, 695, 1085, 696]
- headline: ΓΡΑΜΜΑΤΩΝ ΤΕΛΕΤΑΙ: [883, 388, 1077, 408]
- banner-subtitle: ΧΡΟΝΟΣ: [679, 244, 899, 309]
- headline: ΕΠΙΤΡΟΠΟΣ: [522, 387, 638, 409]
- signature: Ὁ Κοσμήτωρ τῆς Φυσικομαθηματικῆς Σχολῆς Ν. ΜΟΝΤΣΑΝΤΟΣ: [60, 884, 270, 923]
- signature: (Τὸ Διοικ. Συμβούλιον): [341, 817, 474, 829]
- art-banner: [488, 84, 1084, 362]
- section-label: ΕΠΙΣΤΗΜΟΝΙΚΑ: [722, 374, 823, 389]
- article-text: Ἰδιαιτέρως διεκρίθησαν εἰς τὰ διάφορα χορευτικὰ ἆσματα αἱ κυρίαι καὶ δεσποινίδες τῆς καλῆς κοινωνίας. Ὁ μπουφὲς ἐπιμεληθεὶς ὑπὸ τῆς ἐπιτροπῆς προσέφερεν ἐκλεκτά ἀναψυκτικά. Γενικῶς ἡ ἐσπερὶς ἀφῆκεν τὰς καλλιτέρας ἐντυπώσεις.: [280, 534, 480, 641]
- kicker: ΑΠΟ ΤΑΣ ΣΕΡΡΑΣ: [280, 87, 380, 98]
- subheadline: «Ἑβδομάς»: [942, 907, 1018, 923]
- article-text: — Δὲν ποῦ δὲ Τάκη, ὁ ἄρθος νὰ κοιτάζεις μάτια; τὶ ἔχει νὰ πάμε; — Ὁ μικρὸς ἐκτίνεται λίγο μεθ' ὅ — Ἐσύ θὰ δοκιμάσεις ἐκεῖνο;: [680, 853, 865, 907]
- article-text: Ὁ φίλος του ὁ ἐπιτροπεύων ἔγινεν ἐπίτροπος τῆς ἐκκλησίας. — Καὶ πῶς τοῦ ἔπεσε ἡ τιμή; — Κ' ἐγὼ δὲν ξέρω. Ἀπὸ καιρὸ κρυφός του ἐπιθυμία, ἡ καλογερικὴ καρδιά του. Ἐχειροτονήθη ἐπίτροπος καὶ τώρα κυκλοφορεῖ σὰν παγώνι. — Καὶ τί κάνει; — Κρατεῖ τὸ δίσκο καὶ λέγει καλημέρα εἰς ὅλους. Τὴν Κυριακὴν θὰ ἀκούσετε τὸν λόγον του. — Καὶ βρίσκει δίσκο; — Δὲν χρειάζεται. Ὁ δίσκος τὸν βρίσκει, καὶ αὐτὸς εἶναι εὐχαριστημένος.: [490, 404, 670, 605]
- ad-cta: ΕΠΩΦΕΛΗΘΗΤΕ: [1097, 1358, 1263, 1390]
- doctor-name: ΙΩΑΝ. ΔΕΛΗΓΙΑΝΝΑΚΗΣ: [78, 1514, 252, 1530]
- article-text: Ἐπήγαν μὲ τὸ αὐτοκίνητον εἰς τὸν σταθμὸν καὶ ἐκεῖ εὑρέθησαν μὲ τοὺς ἄλλους. Τὸ ἐπεισόδιον διεκόπη καὶ ὅλοι ἐγέλασαν.: [875, 623, 1085, 676]
- section-label: ΞΕΝΟ ΧΙΟΥΜΟΡ: [722, 708, 822, 723]
- article-text: Ἡ Ἐπιμελητεία VI Μεραρχίας διακηρύττει ὅτι ἐν τῷ προσωπικῷ ἀθώου πρὸς ἐκποίησιν, κατὰ τὴν 28ην Ἰανουαρίου ἡμέραν Σάββατον καὶ ὥραν 11ην π. μ. εἰς τὸ γραφεῖον της, πλειοδοτικὴν δημοπρασίαν. Ὅροι εὑρίσκονται εἰς τὰ γραφεῖα.: [60, 1190, 270, 1284]
- lawyer-address: Τσιμισκῆ 7 (Ἔναντι Ταχυδρομείου): [894, 1299, 1066, 1311]
- sleeping-woman-illustration: [1101, 1576, 1551, 1761]
- subheadline: ΠΡΟΚΗΡΥΞΙΣ ΔΗΜΟΠΡΑΣΙΑΣ: [883, 1137, 1077, 1152]
- section-heading: ΝΕΑΙ ΕΚΔΟΣΕΙΣ: [875, 896, 967, 908]
- veronidia-advertisement: [1090, 1445, 1560, 1765]
- art-nouveau-illustration: [489, 85, 1084, 362]
- article-text: Ἀλληλογραφοῦσαν μεταξύ των καθ' ὅλην τὴν διάρκειαν τῆς ἀπουσίας του καὶ ἐκάστοτε ἡ Ζεϊνὲμπ τοῦ περιέγραφε τὴν ζωὴν τοῦ χαρεμιοῦ. Ἐκεῖ μέσα, ὅπου ἡ ἐλευθερία δὲν ὑπῆρχε, ἐπεθύμει νὰ ξεφύγῃ. Οἱ τοῖχοι ἦσαν ὑψηλοὶ καὶ τὰ παράθυρα μὲ καφάσια. Ὅταν ὁ Ἀνδρὲ ἐπέστρεψε εἰς Κωνσταντινούπολιν, ἡ πρώτη του φροντὶς ἦτο νὰ τὴν ἐπισκεφθῇ. Ἡ Ζεϊνὲμπ τὸν ἐδέχθη μὲ συγκίνησιν. Εἶχε ἀλλάξει πολύ. Ἡ ὄψις της ἦτο χλωμὴ καὶ τὰ μάτια της εἶχαν χάσει τὴν λάμψιν.: [480, 1888, 675, 2088]
- signature: ΧΟΕΡΒΕΝ: [207, 481, 264, 493]
- headline: Ἀναμνήσεις: [534, 793, 626, 812]
- section-label: ΤΑΚΟ Α ΒΗ ΓΕΛΑΝΑ: [711, 823, 833, 838]
- subheadline: ΠΡΟΚΗΡΥΞΙΣ ΔΗΜΟΠΡΑΣΙΑΣ: [1351, 1060, 1544, 1075]
- doctor-info: Δέχεται ἐκ 8-11 καὶ 3-6 ἀπ. μ. κλινική Ἀγίας Σοφίας. Ἀριθμὸς Τηλεφώνου 300.: [60, 1543, 270, 1568]
- serial-column-a: [1100, 228, 1325, 1040]
- section-label: ΕΚ Α ΤΟΝ Ο ΗΜ ΡΑ: [521, 1099, 639, 1114]
- section-label: ΕΔΙΚΟΣ ΣΕΧΟΣ: [532, 623, 627, 638]
- divider: [280, 1020, 480, 1022]
- headline: ΠΑΝΕΠΙΣΤΗΜΙΟΝ ΘΕΣΣΑΛΙΚΗΣ: [98, 677, 232, 707]
- article-text: Ἡ ἐφημερὶς ἡ «Πρέσσα» γράφει ὅτι εἰς τὸ Βελιγράδι κατεσχέθη μεγάλη ποσότης καπέλλων. Ἡ ἀστυνομία ἀπηγόρευσε νὰ κυκλοφοροῦν οἱ πολῖται χωρὶς καπέλλο. Ἡ ἀπαγόρευσις αὐτὴ ἐπροκάλεσε μεγάλην δυσαρέσκειαν εἰς τὸν κόσμον, ἰδίως εἰς τὰς γυναῖκας. Ὅταν ὁ ἀστυνόμος ἐρωτήθη διατί ἐξέδωσε τὴν διαταγὴν αὐτήν, ἀπήντησεν ὅτι τὸ καπέλλο εἶναι ἀπαραίτητον διὰ τὴν εὐπρέπειαν τῆς πόλεως. Εἰς τὸ τέλος αἱ γυναῖκες ἐνίκησαν καὶ ἡ διαταγὴ ἀνεκλήθη.: [490, 1143, 670, 1357]
- article-text: Ὁ κ. Κύρος Βέρδης ἐπανῆλθεν ἐξ Ἀθηνῶν μετὰ πολυήμερον διαμονήν.: [875, 850, 1085, 877]
- serial-title: Η ΑΠΟΓΟΗΤΕΥΜΕΝΕΣ: [536, 1793, 814, 1824]
- ad-text: Σήμερον ἡ τελευταία ἡμέρα τῆς προβολῆς: [80, 1991, 440, 2011]
- signature: Ὁ Προϊστάμενος τοῦ Ἐπισιτισμοῦ ΑΘΑΝ. ΖΕΝΑΡΙΝΟΣ: [287, 1453, 474, 1478]
- article-text: Τὸ Ταμεῖον Προνοίας Ἐλαιοπαραγωγῆς Χανίων προκηρύσσει μειοδοτικὸν διαγωνισμὸν τὴν 27ην Φεβρουαρίου ἐ. ἔ. διὰ τὴν προμήθειαν θειαφίου καὶ θειϊκοῦ χαλκοῦ. Ὅροι παρὰ τῷ γραφείῳ τοῦ Ταμείου.: [1100, 1074, 1325, 1154]
- notary-title: Συμβολαιογραφεῖον: [1371, 2140, 1499, 2153]
- article-text: — Ὅταν θὰ γίνῃς μεγάλος τί θὰ κάνῃς; — Θὰ γίνω στρατηγός. — Καὶ γιατί; — Διότι θέλω νὰ ἔχω στολὴ μὲ χρυσὰ κουμπιά. — Καὶ ἂν σὲ σκοτώσουν στὸν πόλεμο; — Τότε θὰ γίνω ναύαρχος.: [680, 1044, 865, 1124]
- signature: Ὁ Πρόεδρος Ν. Τραχανᾶς: [119, 641, 264, 653]
- column-2: [280, 86, 480, 1756]
- section-label: ΙΣΤΟΡΙΚΑ ΑΝΕΚΔΟΤΑ: [708, 554, 838, 569]
- article-text: Τοὐλάχιστον. Καὶ ὅσον διὰ τὸν ἑαυτό της ἐπιθυμεῖ νὰ ἀποκτήσῃ τὴν ἐλευθερίαν. Ἡ Μελέκ τὴν παρακαλεῖ νὰ προσέχῃ. Τὸ Ὀκτώβριον τοῦ 1904 ἡ Μελέκ ἀπέθανε. Ὁ θάνατός της ἦτο μεγάλο πλῆγμα διὰ τὴν Ζεϊνὲμπ. Ἔμεινε πλέον ὁλομόναχη. Ἡ θλίψις της ἦτο ἀπερίγραπτος. Τὸ χαρέμι ἦτο γι' αὐτὴν μία φυλακή. Καὶ τὸ μόνον φῶς ποὺ εἶχε ἦταν τὰ γράμματα τοῦ Ἀνδρέ.: [1100, 1770, 1300, 1917]
- article-text: λίαν τος διεμέσευσε τοῦτο ὁ Οἱ πληθυσμοί ἦσαν ἐκ τῶν ἀνωτέρω τῶν βορείων. Μόνον οἱ πολιτικοί ἐξ αὐτῶν τὸν λόγον. Οἱ μὲν ὀχλήσαντα ἐξ ἄνθρωπος ἐνῶ ὁλόκληρα σώματα τῆς χώρας, ἐν ἐξὸδω ταυρομάχης ἄνευ καθυστερήσεων ἀπορριπτόμενοι. Ἡ δὲ ποία ἀντιπροσωπεύει, κατὰ τὴν Βαλκανικὴν πόλιν, οὐχί τὰς ἰδέας, ἀλλὰ ἐκεῖνα ποὺ Ἀθηνᾶς λέγουσι καὶ οἱ λοιποὶ ἀγῶνες.: [60, 86, 270, 233]
- shirt-factory-advertisement: [1090, 1222, 1560, 1437]
- section-label: ΜΙΚΡΑΙ ΑΛΗΘΕΙΑΙ: [524, 986, 635, 1001]
- signature: ΛΟΕΓΚΡΙΝ: [797, 808, 859, 820]
- caricature-illustration: [1005, 407, 1085, 499]
- section-heading: ΘΕΑΜΑΤΑ: [875, 978, 934, 990]
- article-text: Μιὰ χρυσαφένια δέσμη ἀκτίνων ἐφώτιζε τὸ δωμάτιο καὶ ἡ Φάνυ ἐσκέπτετο τὴν ἡμέρα ποὺ θὰ ἔφευγε μακριά. Ἔπειτα σηκώθηκε καὶ πῆγε στὸ παράθυρο. Ἡ πόλις κοιμόταν ἀκόμη. Ὁ ἀγέρας ἦταν κρύος. — Πρέπει νὰ φύγω, ψιθύρισε. — Νὰ φύγω μακριά ἀπὸ ὅλα αὐτὰ ποὺ μὲ τυραννοῦν. Ἡ νύχτα ἐπέρασε ἥσυχα. Τὸ πρωὶ τὴν ἐπεσκέφθη ἡ Ἀγγέλα. — Καλημέρα, Φάνυ. Δὲν φαίνεσαι καλά. — Δὲν κοιμήθηκα ὅλη τὴ νύχτα. — Τί ἔχεις; — Τίποτε... Ἴσως ἡ κούρασις. — Μὴ λὲς ψέματα. Ἐγὼ σὲ ξέρω. Εἶσαι ἐρωτευμένη. Ἡ Φάνυ χαμογέλασε πικρά. — Ναί, εἶμαι ἐρωτευμένη καὶ αὐτὸ εἶναι ἡ δυστυχία μου. Ἡ Ἀγγέλα ἐσιώπησε. Ἐκατάλαβε ὅτι δὲν ἔπρεπε νὰ ἐπιμείνῃ. — Πάμε μιὰ βόλτα, εἶπε. Θὰ σοῦ κάνει καλό. — Ὄχι... Ὄχι...: [1335, 228, 1560, 495]
- article-text: — Καὶ ἡ ἑταιρία σας διελύθη; — Ναί, διότι οἱ μέτοχοι δὲν ἔμειναν σύμφωνοι. — Διατί; — Ὁ ἕνας ἤθελε νὰ μοιράσουμε τὰ κέρδη καὶ ὁ ἄλλος τὰς ζημίας.: [680, 738, 865, 805]
- subheadline: ΤΟΥ ΔΗΜΑΡΧΟΥ κ. ΠΑΤΡΙΚΙΟΥ: [283, 853, 477, 867]
- headline: ΕΠΙΜ.Α.ΛΕΙΑ ΣΕΡΡΩΝ: [86, 1162, 244, 1178]
- article-text: Οἱ πολιτικοὶ ἠθικοί, οἱ ὁποῖοι ἀγωνίζονται διὰ τὴν πρόοδον τοῦ τόπου, δὲν πρέπει νὰ λησμονοῦν τὸ καθῆκον των. Αὐτὰ ἔλεγεν ὁ κ. Βενιζέλος καὶ τὰ ἴδια ἐπαναλαμβάνει σήμερον.: [60, 398, 270, 478]
- signature: ΣΩΦΡΟΝΙΟΣ: [593, 608, 664, 620]
- column-rule: [485, 370, 486, 1760]
- ad-film-cast: ΜΕ ΤΗΝ ΛΟΤ ΝΕΥΜΑΝ: [162, 2103, 358, 2122]
- dateline: Ἐν Χανίοις τῇ 20 Ἰανουαρίου 1929: [1110, 1157, 1298, 1170]
- classified-ad: ΖΗΤΕΙΤΑΙ ἐργάτης ἐπιδέξιος καὶ νεαρὸς διὰ τὰς ἐργασίας τοῦ Γραφείου. Πληροφορίαι εἰς τὸ Γραφεῖον ὁδοῦ Ἀγ. Μηνᾶ.: [60, 1408, 270, 1460]
- lawyer-role: ΔΙΚΗΓΟΡΟΣ: [947, 1286, 1013, 1297]
- maker-name: ΛΑΜΠΕΡ ΜΠΟΥΤΣΙΚΗ: [1400, 1703, 1532, 1716]
- article-text: Ἔχετε κ. Ἰσπά νὰ τὸ ὁμολογήσετε; Ἐκεῖ ἡ καφετζοῦ καὶ ἐρωτᾶ: — Ἄπιε ὅλα ὅσα ἤθελες νὰ πῆς; — Ὄχι μακρέ. — Τί ἄλλο; — Θὰ πάμε εἰς τὴν ἀγορὰν διὰ νὰ φάγωμεν. — Καλά, θὰ σᾶς περιμένω εἰς τὸ καφενεῖον.: [875, 540, 1085, 620]
- article-text: Ἡ Κεντρικὴ Ἀγροτικὴ Τράπεζα Ἀξιουπόλεως ἀνακοινοῖ ὅτι δέχεται πρὸς πώλησιν: 1) Χόρτον, ποσὸν 80.000 ὀκάδων περίπου. 2) Ἄχυρον, ποσὸν 100.000 ὀκάδων. Οἱ βουλόμενοι νὰ ἀγοράσωσι δύνανται ν' ἀπευθύνωνται εἰς τὰ γραφεῖα τῆς Τραπέζης.: [280, 1066, 480, 1173]
- ad-film-title: ΟΤΑΝ Η ΣΑΡΞ ΥΠΟΚΥΠΤΕΙ: [69, 1939, 451, 1977]
